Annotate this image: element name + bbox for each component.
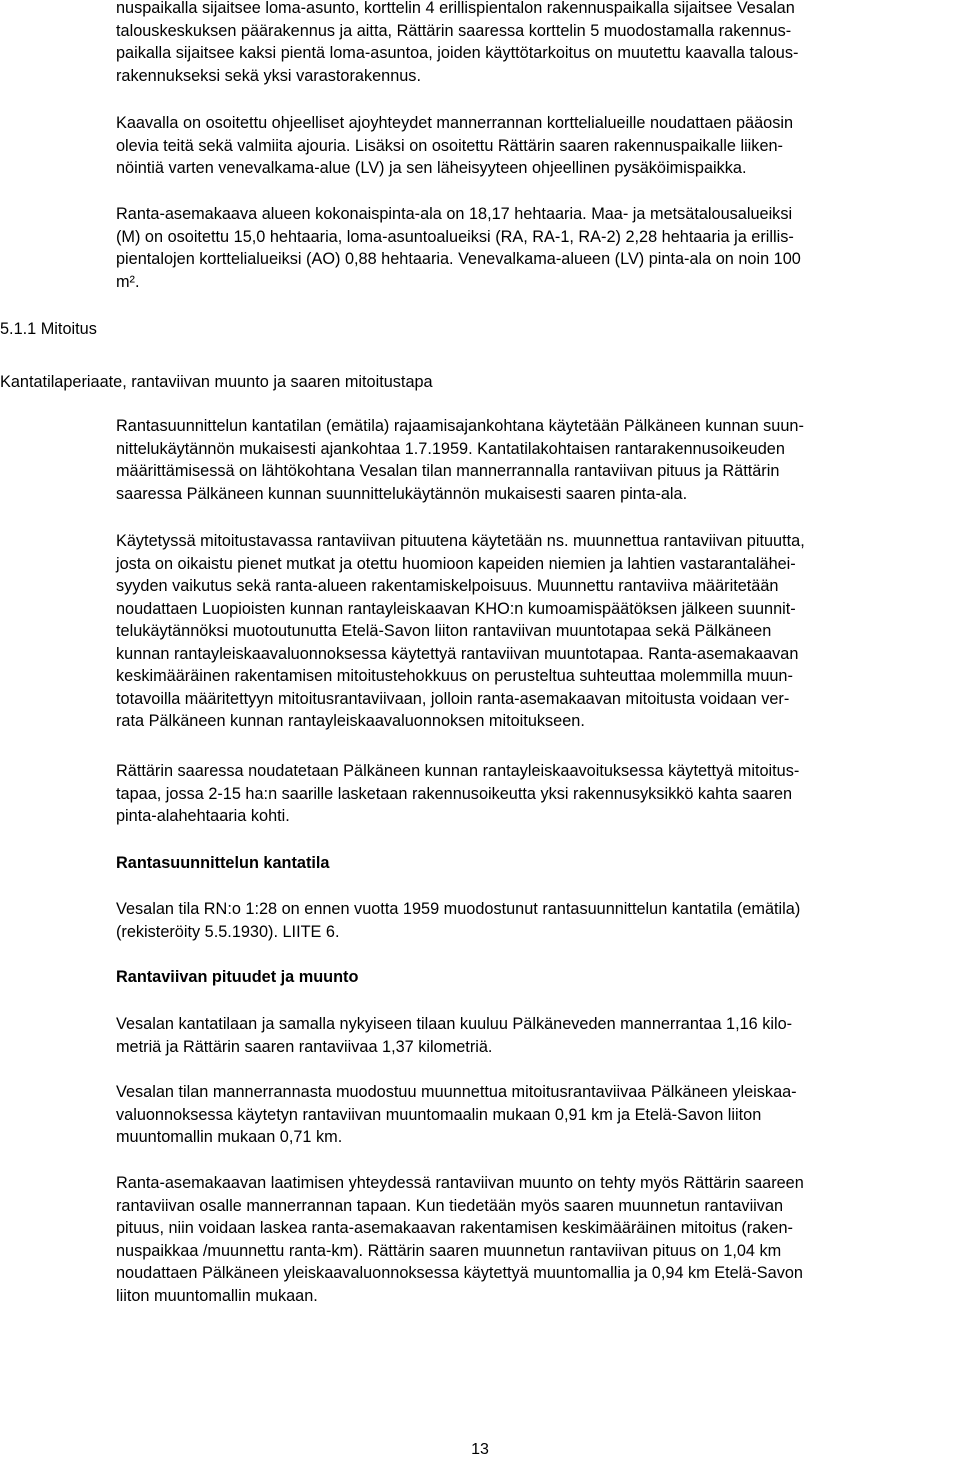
text-line: määrittämisessä on lähtökohtana Vesalan tilan mannerrannalla rantaviivan pituus ja Rättärin — [116, 462, 780, 480]
subsection-title: Kantatilaperiaate, rantaviivan muunto ja saaren mitoitustapa — [0, 373, 433, 391]
text-line: Käytetyssä mitoitustavassa rantaviivan pituutena käytetään ns. muunnettua rantaviivan pituutta, — [116, 532, 805, 550]
text-line: rakennukseksi sekä yksi varastorakennus. — [116, 66, 421, 85]
text-line: nöintiä varten venevalkama-alue (LV) ja sen läheisyyteen ohjeellinen pysäköimispaikka. — [116, 159, 747, 177]
text-line: Rantasuunnittelun kantatilan (emätila) rajaamisajankohtana käytetään Pälkäneen kunnan suun- — [116, 417, 804, 435]
heading-text: Rantaviivan pituudet ja muunto — [116, 968, 359, 986]
text-line: talouskeskuksen päärakennus ja aitta, Rättärin saaressa korttelin 5 muodostamalla rakennus- — [116, 21, 792, 40]
text-line: (rekisteröity 5.5.1930). LIITE 6. — [116, 922, 340, 941]
text-line: valuonnoksessa käytetyn rantaviivan muuntomaalin mukaan 0,91 km ja Etelä-Savon liiton — [116, 1105, 762, 1124]
bold-heading-kantatila — [116, 852, 330, 874]
text-line: rantaviivan osalle mannerrannan tapaan. Kun tiedetään myös saaren muunnetun rantaviivan — [116, 1196, 784, 1215]
text-line: Vesalan tila RN:o 1:28 on ennen vuotta 1959 muodostunut rantasuunnittelun kantatila (emätila) — [116, 900, 801, 918]
paragraph-muunto — [116, 1081, 956, 1149]
text-line: Vesalan kantatilaan ja samalla nykyiseen tilaan kuuluu Pälkäneveden mannerrantaa 1,16 kilo- — [116, 1015, 793, 1033]
heading-text: Rantasuunnittelun kantatila — [116, 854, 330, 872]
text-line: saaressa Pälkäneen kunnan suunnittelukäytännön mukaisesti saaren pinta-ala. — [116, 484, 688, 503]
text-line: Ranta-asemakaavan laatimisen yhteydessä rantaviivan muunto on tehty myös Rättärin saareen — [116, 1174, 804, 1192]
text-line: pinta-alahehtaaria kohti. — [116, 807, 290, 825]
paragraph-ajoyhteydet — [116, 112, 956, 180]
page-number: 13 — [471, 1441, 489, 1458]
text-line: olevia teitä sekä valmiita ajouria. Lisäksi on osoitettu Rättärin saaren rakennuspaikalle liiken- — [116, 136, 783, 155]
text-line: noudattaen Pälkäneen yleiskaavaluonnoksessa käytettyä muuntomallia ja 0,94 km Etelä-Savon — [116, 1264, 803, 1282]
text-line: muuntomallin mukaan 0,71 km. — [116, 1128, 343, 1146]
text-line: noudattaen Luopioisten kunnan rantayleiskaavan KHO:n kumoamispäätöksen jälkeen suunnit- — [116, 599, 796, 618]
text-line: pientalojen korttelialueiksi (AO) 0,88 hehtaaria. Venevalkama-alueen (LV) pinta-ala on noin 100 — [116, 250, 801, 268]
subsection-heading — [0, 371, 433, 393]
paragraph-intro — [116, 0, 956, 87]
text-line: totavoilla määritettyyn mitoitusrantaviivaan, jolloin ranta-asemakaavan mitoitusta voidaan ver- — [116, 689, 790, 708]
paragraph-rattari — [116, 760, 956, 828]
text-line: josta on oikaistu pienet mutkat ja otettu huomioon kapeiden niemien ja lahtien vastarantalähei- — [116, 554, 796, 573]
paragraph-pinta-ala — [116, 203, 956, 293]
text-line: kunnan rantayleiskaavaluonnoksessa käytettyä rantaviivan muuntotapaa. Ranta-asemakaavan — [116, 644, 799, 663]
text-line: nuspaikalla sijaitsee loma-asunto, korttelin 4 erillispientalon rakennuspaikalla sijaitsee Vesalan — [116, 0, 795, 17]
text-line: Kaavalla on osoitettu ohjeelliset ajoyhteydet mannerrannan korttelialueille noudattaen pääosin — [116, 114, 794, 132]
text-line: telukäytännöksi muotoutunutta Etelä-Savon liiton rantaviivan muuntotapaa sekä Pälkäneen — [116, 622, 772, 640]
text-line: Vesalan tilan mannerrannasta muodostuu muunnettua mitoitusrantaviivaa Pälkäneen yleiskaa- — [116, 1083, 797, 1101]
text-line: pituus, niin voidaan laskea ranta-asemakaavan rakentamisen keskimääräinen mitoitus (raken- — [116, 1219, 793, 1237]
text-line: syyden vaikutus sekä ranta-alueen rakentamiskelpoisuus. Muunnettu rantaviiva määritetään — [116, 577, 779, 595]
section-title: Mitoitus — [40, 320, 97, 338]
paragraph-rantaviiva — [116, 1013, 956, 1058]
text-line: (M) on osoitettu 15,0 hehtaaria, loma-asuntoalueiksi (RA, RA-1, RA-2) 2,28 hehtaaria ja erillis- — [116, 227, 794, 246]
text-line: nuspaikkaa /muunnettu ranta-km). Rättärin saaren muunnetun rantaviivan pituus on 1,04 km — [116, 1241, 782, 1260]
section-number: 5.1.1 — [0, 320, 37, 338]
text-line: nittelukäytännön mukaisesti ajankohtaa 1.7.1959. Kantatilakohtaisen rantarakennusoikeuden — [116, 439, 785, 458]
text-line: metriä ja Rättärin saaren rantaviivaa 1,37 kilometriä. — [116, 1037, 493, 1056]
paragraph-kantatila — [116, 415, 956, 505]
paragraph-vesala-tila — [116, 898, 956, 943]
text-line: m². — [116, 272, 140, 291]
text-line: rata Pälkäneen kunnan rantayleiskaavaluonnoksen mitoitukseen. — [116, 712, 585, 730]
bold-heading-rantaviiva — [116, 966, 358, 988]
text-line: tapaa, jossa 2-15 ha:n saarille lasketaan rakennusoikeutta yksi rakennusyksikkö kahta saaren — [116, 784, 793, 803]
paragraph-mitoitustapa — [116, 530, 956, 733]
section-heading — [0, 318, 97, 340]
paragraph-laatiminen — [116, 1172, 956, 1307]
text-line: Rättärin saaressa noudatetaan Pälkäneen kunnan rantayleiskaavoituksessa käytettyä mitoitus- — [116, 762, 800, 780]
text-line: Ranta-asemakaava alueen kokonaispinta-ala on 18,17 hehtaaria. Maa- ja metsätalousalueiksi — [116, 205, 793, 223]
text-line: keskimääräinen rakentamisen mitoitustehokkuus on perusteltua suhteuttaa molemmilla muun- — [116, 667, 793, 685]
text-line: paikalla sijaitsee kaksi pientä loma-asuntoa, joiden käyttötarkoitus on muutettu kaavalla talous- — [116, 44, 799, 62]
text-line: liiton muuntomallin mukaan. — [116, 1286, 318, 1305]
